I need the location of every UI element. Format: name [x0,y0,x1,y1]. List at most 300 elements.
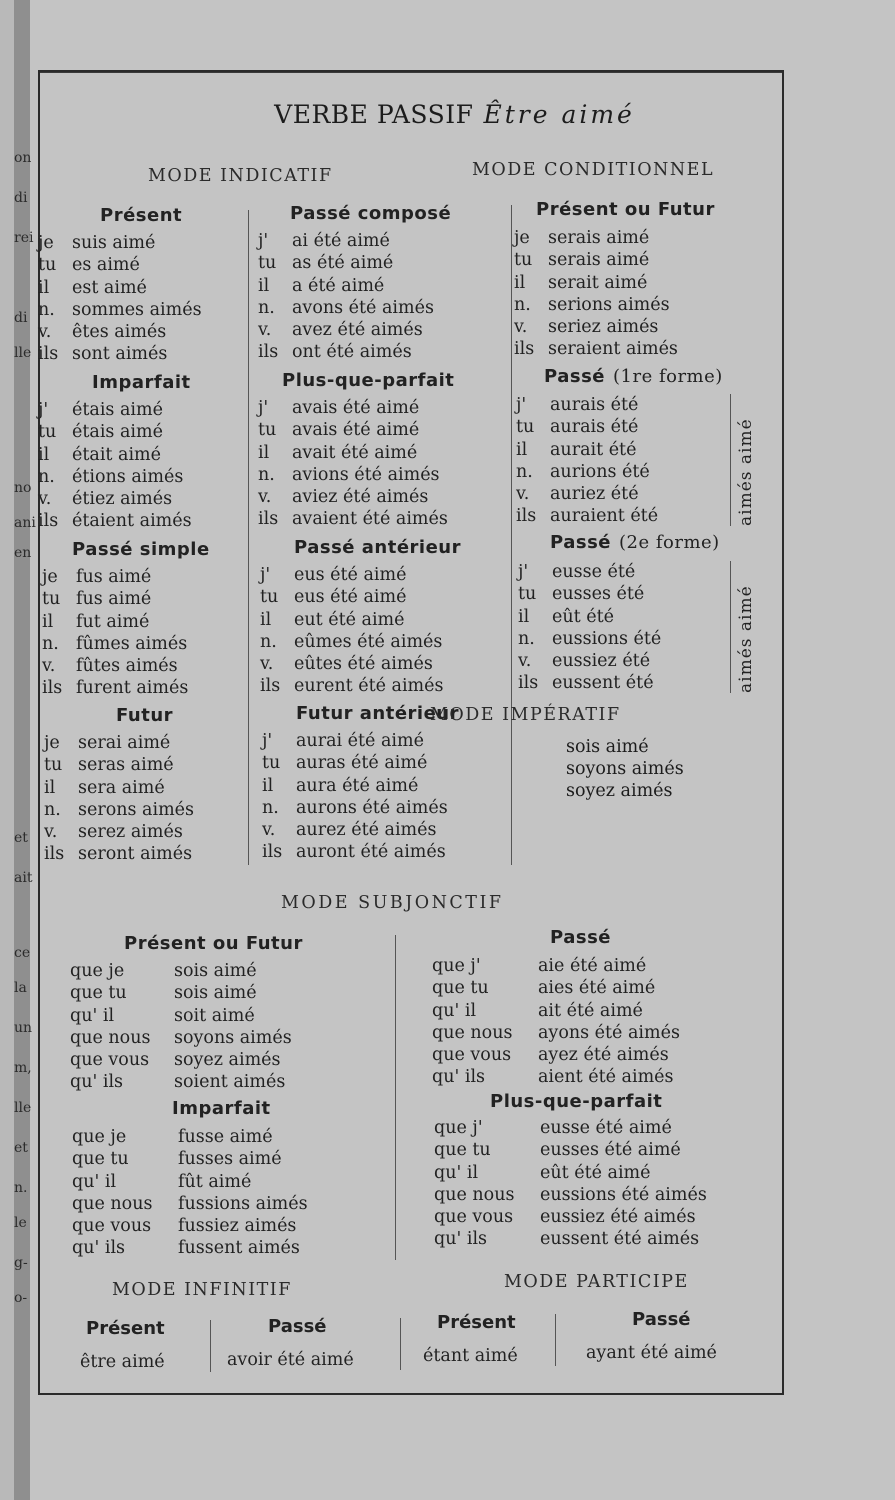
verb-form: eus été aimé [294,565,407,585]
pronoun: que tu [70,983,127,1004]
subjonctif-present-conjugation [70,960,292,1094]
subjonctif-passe-conjugation [432,955,680,1089]
pronoun: v. [514,317,528,338]
verb-form: avaient été aimés [292,509,448,530]
verb-form: a été aimé [292,275,385,296]
conjugation-row [262,841,448,863]
verb-form: soyons aimés [174,1027,292,1048]
conditionnel-passe1-title [544,366,723,387]
conjugation-row [72,1215,308,1237]
conjugation-row [38,277,202,299]
indicatif-plus-que-parfait-conjugation [258,397,448,531]
verb-form: fussions aimés [178,1193,308,1214]
conjugation-row [434,1228,707,1250]
conjugation-row [432,1000,680,1022]
pronoun: v. [518,651,532,672]
brace-line [730,561,731,693]
conditionnel-present-title [536,199,715,220]
pronoun: que nous [432,1022,513,1043]
pronoun: qu' ils [70,1072,124,1093]
pronoun: ils [262,842,283,863]
pronoun: n. [38,466,55,487]
pronoun: il [516,439,528,460]
margin-fragment: ait [14,870,33,886]
pronoun: il [518,606,530,627]
margin-fragment: on [14,150,32,166]
pronoun: v. [258,487,272,508]
conjugation-row [432,977,680,999]
imperatif-item: soyez aimés [566,781,673,801]
conjugation-row [432,1044,680,1066]
verb-form: aurais été [550,417,639,438]
verb-form: aie été aimé [538,956,647,976]
verb-form: étiez aimés [72,489,173,510]
pronoun: que vous [432,1045,512,1066]
verb-form: as été aimé [292,253,394,274]
conjugation-row [70,1005,292,1027]
conjugation-row [258,297,434,319]
subjonctif-present-title [124,933,303,954]
conjugation-row [70,1027,292,1049]
conjugation-row [44,754,194,776]
indicatif-present-title-text: Présent [100,205,183,226]
conjugation-row [38,399,192,421]
pronoun: que nous [70,1027,151,1048]
pronoun: v. [258,320,272,341]
conjugation-row [38,343,202,365]
conditionnel-passe2-conjugation [518,561,661,695]
conjugation-row [70,982,292,1004]
pronoun: ils [514,339,535,360]
conjugation-row [42,677,188,699]
pronoun: tu [258,420,277,441]
margin-fragment: g- [14,1255,28,1271]
indicatif-passe-anterieur-title-text: Passé antérieur [294,537,461,558]
indicatif-futur-anterieur-conjugation [262,730,448,864]
conjugation-row [42,655,188,677]
conditionnel-present-title-text: Présent ou Futur [536,199,715,220]
verb-form: avais été aimé [292,420,420,441]
conjugation-row [258,341,434,363]
pronoun: il [260,609,272,630]
subjonctif-imparfait-title [172,1098,271,1119]
pronoun: n. [514,294,531,315]
verb-form: eûmes été aimés [294,631,443,652]
margin-fragment: et [14,1140,28,1156]
conjugation-row [514,272,678,294]
verb-form: seront aimés [78,844,193,865]
conjugation-row [44,821,194,843]
pronoun: qu' il [434,1162,479,1183]
conjugation-row [258,464,448,486]
margin-fragment: ce [14,945,31,961]
verb-form: eussions été [552,628,662,649]
pronoun: il [514,272,526,293]
pronoun: je [38,233,54,253]
pronoun: que nous [434,1184,515,1205]
verb-form: sera aimé [78,777,165,798]
pronoun: je [44,733,60,753]
infinitif-present-title: Présent [86,1318,165,1339]
pronoun: j' [38,400,49,420]
conjugation-row [38,466,192,488]
margin-fragment: n. [14,1180,28,1196]
subjonctif-plus-que-parfait-conjugation [434,1117,707,1251]
conjugation-row [516,461,658,483]
brace-line [730,394,731,526]
margin-fragment: lle [14,1100,32,1116]
conjugation-row [514,316,678,338]
conditionnel-present-conjugation [514,227,678,361]
pronoun: v. [38,489,52,510]
indicatif-plus-que-parfait-title [282,370,454,391]
verb-form: sont aimés [72,344,168,365]
pronoun: que tu [434,1140,491,1161]
conjugation-row [432,955,680,977]
pronoun: il [38,277,50,298]
margin-fragment: di [14,310,28,326]
column-separator-2 [511,205,512,865]
verb-form: auront été aimés [296,842,446,863]
indicatif-passe-simple-conjugation [42,566,188,700]
conjugation-row [514,294,678,316]
margin-fragment: en [14,545,32,561]
verb-form: aviez été aimés [292,487,429,508]
conjugation-row [42,633,188,655]
conditionnel-passe1-title-text: Passé [544,366,605,387]
conjugation-row [44,777,194,799]
conjugation-row [516,416,658,438]
conjugation-row [38,488,192,510]
pronoun: tu [42,589,61,610]
verb-form: ayez été aimés [538,1045,669,1066]
imperatif-item: sois aimé [566,737,649,757]
participe-present-value: étant aimé [423,1346,518,1366]
infinitif-participe-separator [400,1318,401,1370]
mode-infinitif-heading: MODE INFINITIF [112,1280,292,1300]
verb-form: auriez été [550,484,639,505]
conditionnel-passe2-title-text: Passé [550,532,611,553]
conjugation-row [260,675,444,697]
pronoun: n. [38,299,55,320]
conjugation-row [432,1066,680,1088]
conjugation-row [38,444,192,466]
margin-fragment: o- [14,1290,28,1306]
pronoun: j' [258,231,269,251]
pronoun: tu [514,250,533,271]
verb-form: eussent été aimés [540,1229,700,1250]
pronoun: tu [38,422,57,443]
pronoun: v. [260,654,274,675]
conjugation-row [38,299,202,321]
conjugation-row [262,775,448,797]
conjugation-row [518,561,661,583]
infinitif-passe-value: avoir été aimé [227,1350,354,1370]
pronoun: je [514,228,530,248]
pronoun: n. [258,297,275,318]
conjugation-row [42,566,188,588]
conjugation-row [70,960,292,982]
pronoun: qu' ils [434,1229,488,1250]
verb-form: étais aimé [72,400,163,420]
conjugation-row [258,442,448,464]
subjonctif-plus-que-parfait-title-text: Plus-que-parfait [490,1091,663,1112]
pronoun: que je [70,961,125,981]
pronoun: ils [258,509,279,530]
pronoun: il [38,444,50,465]
verb-form: avait été aimé [292,442,418,463]
subjonctif-separator [395,935,396,1260]
conjugation-row [518,650,661,672]
conjugation-row [38,321,202,343]
pronoun: je [42,567,58,587]
verb-form: fût aimé [178,1171,252,1192]
participe-passe-title: Passé [632,1309,691,1330]
verb-form: eusses été aimé [540,1140,681,1161]
verb-form: fus aimé [76,589,152,610]
margin-fragment: la [14,980,27,996]
pronoun: il [42,611,54,632]
infinitif-separator [210,1320,211,1372]
mode-indicatif-heading: MODE INDICATIF [148,166,333,186]
verb-form: aurai été aimé [296,731,424,751]
verb-form: fussent aimés [178,1238,300,1259]
verb-form: serais aimé [548,228,650,248]
verb-form: fus aimé [76,567,152,587]
margin-fragment: rei [14,230,34,246]
indicatif-present-title [100,205,182,226]
participle-agreement-label: aimés aimé [736,418,756,526]
conjugation-row [38,232,202,254]
pronoun: il [258,442,270,463]
pronoun: v. [38,322,52,343]
indicatif-passe-compose-title-text: Passé composé [290,203,452,224]
conjugation-row [434,1139,707,1161]
conjugation-row [38,510,192,532]
verb-form: eûtes été aimés [294,654,433,675]
mode-imperatif-heading: MODE IMPÉRATIF [430,705,621,725]
verb-form: aurions été [550,461,650,482]
conjugation-row [514,249,678,271]
verb-form: eussions été aimés [540,1184,707,1205]
conjugation-row [72,1126,308,1148]
verb-form: sommes aimés [72,299,202,320]
verb-form: eussiez été aimés [540,1207,696,1228]
pronoun: que vous [434,1207,514,1228]
conjugation-row [262,797,448,819]
conjugation-row [516,439,658,461]
pronoun: ils [260,676,281,697]
verb-form: eût été aimé [540,1162,651,1183]
verb-form: fusses aimé [178,1149,282,1170]
conjugation-row [432,1022,680,1044]
conditionnel-passe1-conjugation [516,394,658,528]
mode-conditionnel-heading: MODE CONDITIONNEL [472,160,715,180]
pronoun: n. [516,461,533,482]
subjonctif-present-title-text: Présent ou Futur [124,933,303,954]
indicatif-passe-anterieur-title [294,537,461,558]
verb-form: eut été aimé [294,609,405,630]
conjugation-row [44,732,194,754]
conjugation-row [44,799,194,821]
conjugation-row [262,819,448,841]
verb-form: eus été aimé [294,587,407,608]
conjugation-row [258,419,448,441]
conjugation-row [258,230,434,252]
pronoun: v. [44,822,58,843]
conjugation-row [72,1193,308,1215]
pronoun: tu [516,417,535,438]
indicatif-plus-que-parfait-title-text: Plus-que-parfait [282,370,455,391]
conjugation-row [514,227,678,249]
verb-form: fusse aimé [178,1127,273,1147]
pronoun: ils [44,844,65,865]
pronoun: n. [518,628,535,649]
pronoun: v. [42,656,56,677]
margin-fragment: un [14,1020,33,1036]
pronoun: il [262,775,274,796]
pronoun: qu' ils [72,1238,126,1259]
verb-form: aurons été aimés [296,797,448,818]
pronoun: tu [260,587,279,608]
verb-form: avions été aimés [292,464,440,485]
conjugation-row [258,252,434,274]
pronoun: ils [258,342,279,363]
pronoun: n. [262,797,279,818]
verb-form: ai été aimé [292,231,390,251]
verb-form: avais été aimé [292,398,420,418]
pronoun: que je [72,1127,127,1147]
conjugation-row [516,483,658,505]
pronoun: j' [518,562,529,582]
pronoun: j' [516,395,527,415]
participe-present-title: Présent [437,1312,516,1333]
conjugation-row [70,1049,292,1071]
conjugation-row [262,752,448,774]
verb-form: aurais été [550,395,639,415]
conjugation-row [434,1162,707,1184]
pronoun: n. [44,799,61,820]
indicatif-imparfait-conjugation [38,399,192,533]
conjugation-row [72,1171,308,1193]
pronoun: que j' [434,1118,483,1138]
conjugation-row [72,1148,308,1170]
verb-form: ayons été aimés [538,1022,680,1043]
verb-form: es aimé [72,255,140,276]
verb-form: était aimé [72,444,161,465]
verb-form: serons aimés [78,799,195,820]
page-binding-shadow [14,0,36,1500]
pronoun: il [258,275,270,296]
subjonctif-plus-que-parfait-title [490,1091,662,1112]
pronoun: j' [258,398,269,418]
indicatif-imparfait-title [92,372,191,393]
pronoun: qu' ils [432,1067,486,1088]
margin-fragment: et [14,830,28,846]
indicatif-futur-title [116,705,173,726]
verb-form: ait été aimé [538,1000,643,1021]
indicatif-passe-simple-title-text: Passé simple [72,539,210,560]
pronoun: que nous [72,1193,153,1214]
participe-separator [555,1314,556,1366]
frame-top-rule [40,72,782,73]
subjonctif-passe-title [550,927,611,948]
conjugation-row [518,583,661,605]
conjugation-row [44,843,194,865]
margin-fragment: lle [14,345,32,361]
indicatif-futur-anterieur-title-text: Futur antérieur [296,703,459,724]
conjugation-row [258,275,434,297]
verb-form: étais aimé [72,422,163,443]
verb-form: aient été aimés [538,1067,674,1088]
conjugation-row [258,397,448,419]
pronoun: tu [262,753,281,774]
conditionnel-passe2-title [550,532,720,553]
verb-form: suis aimé [72,233,156,253]
pronoun: v. [262,820,276,841]
conjugation-row [518,606,661,628]
conjugation-row [516,505,658,527]
pronoun: ils [516,506,537,527]
title-italic: Être aimé [483,100,635,129]
conjugation-row [434,1206,707,1228]
pronoun: que j' [432,956,481,976]
verb-form: fut aimé [76,611,150,632]
verb-form: étaient aimés [72,511,192,532]
verb-form: fûmes aimés [76,633,188,654]
pronoun: tu [44,755,63,776]
conjugation-row [42,611,188,633]
pronoun: qu' il [72,1171,117,1192]
verb-form: serions aimés [548,294,670,315]
conjugation-row [38,254,202,276]
indicatif-present-conjugation [38,232,202,366]
verb-form: aies été aimé [538,978,656,999]
subjonctif-imparfait-title-text: Imparfait [172,1098,271,1119]
infinitif-present-value: être aimé [80,1352,165,1372]
verb-form: sois aimé [174,983,257,1004]
margin-fragment: no [14,480,32,496]
pronoun: n. [258,464,275,485]
verb-form: aurait été [550,439,637,460]
book-page [14,0,895,1500]
verb-form: aurez été aimés [296,820,437,841]
conjugation-row [72,1237,308,1259]
verb-form: soient aimés [174,1072,286,1093]
indicatif-futur-conjugation [44,732,194,866]
conjugation-row [42,588,188,610]
indicatif-passe-compose-title [290,203,451,224]
conjugation-row [262,730,448,752]
verb-form: furent aimés [76,678,189,699]
conjugation-row [260,586,444,608]
verb-form: seras aimé [78,755,174,776]
pronoun: n. [42,633,59,654]
conjugation-row [38,421,192,443]
conjugation-row [258,319,434,341]
verb-form: aura été aimé [296,775,419,796]
verb-form: avez été aimés [292,320,423,341]
verb-form: est aimé [72,277,147,298]
conjugation-row [70,1071,292,1093]
verb-form: serez aimés [78,822,183,843]
conjugation-row [260,564,444,586]
verb-form: eusse été aimé [540,1118,672,1138]
verb-form: eusse été [552,562,636,582]
pronoun: n. [260,631,277,652]
participle-agreement-label: aimés aimé [736,585,756,693]
title-main: VERBE PASSIF [274,100,474,129]
